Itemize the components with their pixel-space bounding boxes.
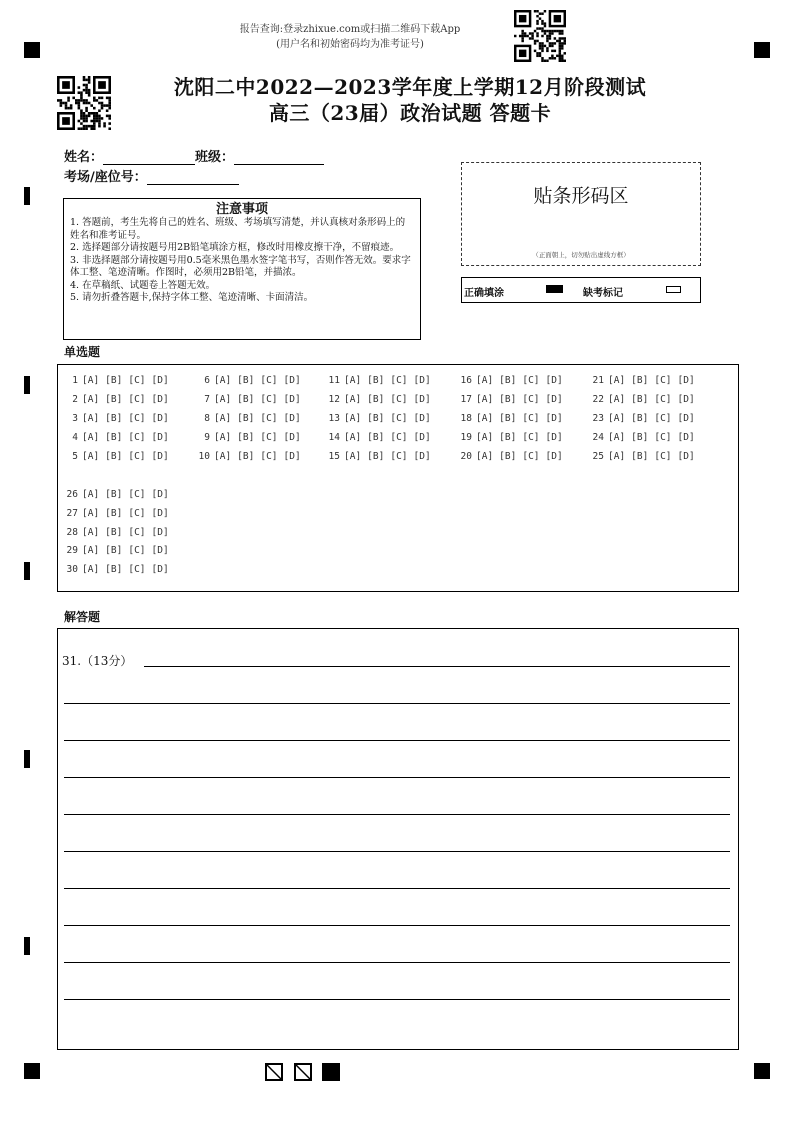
option-bubble[interactable]: [B] [237, 451, 255, 462]
fill-marks-box [461, 277, 701, 303]
choice-question [64, 489, 175, 500]
option-bubble[interactable]: [A] [82, 508, 100, 519]
seat-label: 考场/座位号： [64, 170, 147, 185]
question-number: 7 [204, 394, 210, 405]
option-bubble[interactable]: [A] [214, 375, 232, 386]
answer-line[interactable] [64, 925, 730, 926]
option-bubble[interactable]: [A] [476, 394, 494, 405]
choice-question [458, 413, 569, 424]
choice-question [590, 394, 701, 405]
question-number: 4 [72, 432, 78, 443]
option-bubble[interactable]: [B] [105, 394, 123, 405]
corner-mark-top-right [754, 42, 770, 58]
option-bubble[interactable]: [A] [344, 375, 362, 386]
class-label: 班级： [195, 150, 235, 165]
option-bubble[interactable]: [A] [344, 451, 362, 462]
option-bubble[interactable]: [B] [499, 432, 517, 443]
notice-item: 3. 非选择题部分请按题号用0.5毫米黑色墨水签字笔书写，否则作答无效。要求字体工整、笔迹清晰。作图时，必须用2B铅笔，并描浓。 [70, 254, 411, 278]
question-number: 25 [592, 451, 604, 462]
question-number: 23 [592, 413, 604, 424]
choice-question [590, 451, 701, 462]
choice-question [196, 394, 307, 405]
choice-question [64, 451, 175, 462]
single-choice-heading: 单选题 [64, 345, 101, 359]
question-number: 11 [328, 375, 340, 386]
option-bubble[interactable]: [C] [260, 432, 278, 443]
option-bubble[interactable]: [C] [128, 545, 146, 556]
option-bubble[interactable]: [B] [367, 375, 385, 386]
option-bubble[interactable]: [D] [151, 413, 169, 424]
option-bubble[interactable]: [C] [128, 394, 146, 405]
name-class-row [64, 146, 324, 165]
option-bubble[interactable]: [B] [105, 451, 123, 462]
option-bubble[interactable]: [C] [128, 432, 146, 443]
option-bubble[interactable]: [D] [151, 375, 169, 386]
option-bubble[interactable]: [A] [82, 432, 100, 443]
option-bubble[interactable]: [A] [476, 432, 494, 443]
choice-question [458, 432, 569, 443]
notice-item: 5. 请勿折叠答题卡,保持字体工整、笔迹清晰、卡面清洁。 [70, 292, 314, 303]
option-bubble[interactable]: [D] [545, 413, 563, 424]
question-number: 26 [66, 489, 78, 500]
question-number: 10 [198, 451, 210, 462]
absent-mark-checkbox[interactable] [666, 286, 681, 293]
choice-question [458, 451, 569, 462]
choice-question [64, 413, 175, 424]
correct-fill-sample [546, 285, 563, 293]
barcode-note: （正面朝上，切勿贴出虚线方框） [532, 251, 630, 259]
question-number: 14 [328, 432, 340, 443]
option-bubble[interactable]: [C] [522, 432, 540, 443]
page-title [140, 74, 680, 126]
option-bubble[interactable]: [B] [499, 375, 517, 386]
option-bubble[interactable]: [A] [214, 413, 232, 424]
answer-line[interactable] [64, 777, 730, 778]
timing-mark [24, 750, 30, 768]
option-bubble[interactable]: [D] [283, 451, 301, 462]
seat-row [64, 166, 239, 185]
question-number: 1 [72, 375, 78, 386]
answer-line[interactable] [64, 962, 730, 963]
notice-item: 4. 在草稿纸、试题卷上答题无效。 [70, 279, 216, 291]
option-bubble[interactable]: [B] [237, 413, 255, 424]
corner-mark-top-left [24, 42, 40, 58]
question-number: 3 [72, 413, 78, 424]
option-bubble[interactable]: [A] [608, 432, 626, 443]
option-bubble[interactable]: [C] [128, 564, 146, 575]
choice-question [196, 375, 307, 386]
option-bubble[interactable]: [B] [367, 413, 385, 424]
choice-question [64, 545, 175, 556]
choice-question [326, 451, 437, 462]
answer-heading: 解答题 [64, 610, 101, 624]
choice-question [64, 508, 175, 519]
option-bubble[interactable]: [C] [390, 413, 408, 424]
question-number: 2 [72, 394, 78, 405]
question-number: 16 [460, 375, 472, 386]
question-number: 12 [328, 394, 340, 405]
option-bubble[interactable]: [D] [151, 489, 169, 500]
option-bubble[interactable]: [C] [260, 375, 278, 386]
option-bubble[interactable]: [D] [545, 394, 563, 405]
answer-box [57, 628, 739, 1050]
option-bubble[interactable]: [A] [608, 375, 626, 386]
option-bubble[interactable]: [B] [631, 394, 649, 405]
answer-line[interactable] [64, 851, 730, 852]
option-bubble[interactable]: [B] [105, 432, 123, 443]
choice-question [196, 413, 307, 424]
option-bubble[interactable]: [B] [367, 432, 385, 443]
report-line-1: 报告查询:登录zhixue.com或扫描二维码下载App [239, 24, 461, 35]
option-bubble[interactable]: [C] [260, 413, 278, 424]
name-field[interactable] [103, 150, 195, 165]
question-number: 5 [72, 451, 78, 462]
choice-question [64, 527, 175, 538]
option-bubble[interactable]: [B] [105, 527, 123, 538]
option-bubble[interactable]: [B] [105, 545, 123, 556]
choice-question [196, 451, 307, 462]
option-bubble[interactable]: [C] [128, 508, 146, 519]
option-bubble[interactable]: [C] [128, 527, 146, 538]
option-bubble[interactable]: [A] [214, 432, 232, 443]
option-bubble[interactable]: [C] [390, 394, 408, 405]
question-number: 13 [328, 413, 340, 424]
answer-line[interactable] [144, 666, 730, 667]
option-bubble[interactable]: [C] [128, 489, 146, 500]
question-31-label: 31.（13分） [62, 654, 133, 668]
option-bubble[interactable]: [B] [105, 413, 123, 424]
option-bubble[interactable]: [C] [128, 451, 146, 462]
title-line-2: 高三（23届）政治试题 答题卡 [268, 101, 552, 125]
option-bubble[interactable]: [D] [283, 413, 301, 424]
option-bubble[interactable]: [B] [367, 394, 385, 405]
option-bubble[interactable]: [D] [413, 451, 431, 462]
option-bubble[interactable]: [C] [128, 413, 146, 424]
choice-question [590, 413, 701, 424]
option-bubble[interactable]: [A] [344, 413, 362, 424]
option-bubble[interactable]: [B] [499, 451, 517, 462]
report-line-2: (用户名和初始密码均为准考证号) [276, 39, 424, 50]
question-number: 19 [460, 432, 472, 443]
option-bubble[interactable]: [D] [545, 375, 563, 386]
option-bubble[interactable]: [D] [151, 394, 169, 405]
option-bubble[interactable]: [A] [82, 413, 100, 424]
choice-question [458, 375, 569, 386]
question-number: 29 [66, 545, 78, 556]
exam-qr-code [57, 76, 111, 130]
answer-line[interactable] [64, 740, 730, 741]
notice-item: 2. 选择题部分请按题号用2B铅笔填涂方框，修改时用橡皮擦干净，不留痕迹。 [70, 242, 400, 253]
choice-question [64, 432, 175, 443]
timing-mark [24, 187, 30, 205]
question-number: 27 [66, 508, 78, 519]
page-mark-hatched [294, 1063, 312, 1081]
option-bubble[interactable]: [D] [283, 394, 301, 405]
option-bubble[interactable]: [D] [413, 394, 431, 405]
absent-mark-label: 缺考标记 [583, 288, 623, 299]
option-bubble[interactable]: [A] [344, 432, 362, 443]
option-bubble[interactable]: [A] [82, 527, 100, 538]
corner-mark-bottom-left [24, 1063, 40, 1079]
answer-line[interactable] [64, 999, 730, 1000]
option-bubble[interactable]: [D] [151, 508, 169, 519]
option-bubble[interactable]: [B] [237, 432, 255, 443]
choice-question [590, 432, 701, 443]
question-number: 20 [460, 451, 472, 462]
option-bubble[interactable]: [A] [476, 413, 494, 424]
option-bubble[interactable]: [C] [654, 413, 672, 424]
choice-question [590, 375, 701, 386]
answer-line[interactable] [64, 703, 730, 704]
option-bubble[interactable]: [C] [654, 432, 672, 443]
answer-line[interactable] [64, 814, 730, 815]
option-bubble[interactable]: [D] [413, 432, 431, 443]
option-bubble[interactable]: [C] [654, 451, 672, 462]
choice-question [64, 375, 175, 386]
option-bubble[interactable]: [A] [344, 394, 362, 405]
notice-title: 注意事项 [215, 202, 268, 217]
option-bubble[interactable]: [D] [151, 451, 169, 462]
seat-field[interactable] [147, 170, 239, 185]
question-number: 18 [460, 413, 472, 424]
option-bubble[interactable]: [D] [151, 432, 169, 443]
option-bubble[interactable]: [D] [413, 375, 431, 386]
page-mark-filled [322, 1063, 340, 1081]
timing-mark [24, 937, 30, 955]
option-bubble[interactable]: [B] [105, 564, 123, 575]
notice-box [63, 198, 421, 340]
option-bubble[interactable]: [B] [631, 451, 649, 462]
option-bubble[interactable]: [A] [608, 451, 626, 462]
option-bubble[interactable]: [B] [105, 489, 123, 500]
choice-question [196, 432, 307, 443]
class-field[interactable] [234, 150, 324, 165]
name-label: 姓名： [64, 150, 104, 165]
option-bubble[interactable]: [D] [413, 413, 431, 424]
report-info [200, 22, 500, 52]
choice-question [326, 432, 437, 443]
choice-question [458, 394, 569, 405]
option-bubble[interactable]: [B] [631, 432, 649, 443]
option-bubble[interactable]: [A] [82, 545, 100, 556]
option-bubble[interactable]: [C] [522, 394, 540, 405]
page-mark-hatched [265, 1063, 283, 1081]
choice-question [64, 394, 175, 405]
option-bubble[interactable]: [D] [677, 375, 695, 386]
option-bubble[interactable]: [B] [631, 375, 649, 386]
option-bubble[interactable]: [C] [260, 451, 278, 462]
option-bubble[interactable]: [B] [237, 375, 255, 386]
option-bubble[interactable]: [B] [237, 394, 255, 405]
option-bubble[interactable]: [D] [151, 527, 169, 538]
choice-question [326, 375, 437, 386]
option-bubble[interactable]: [D] [545, 432, 563, 443]
option-bubble[interactable]: [D] [151, 564, 169, 575]
option-bubble[interactable]: [A] [608, 394, 626, 405]
barcode-title: 贴条形码区 [533, 185, 629, 207]
option-bubble[interactable]: [D] [283, 375, 301, 386]
option-bubble[interactable]: [B] [631, 413, 649, 424]
choice-question [326, 394, 437, 405]
option-bubble[interactable]: [B] [105, 375, 123, 386]
option-bubble[interactable]: [A] [82, 375, 100, 386]
timing-mark [24, 562, 30, 580]
question-number: 6 [204, 375, 210, 386]
option-bubble[interactable]: [A] [476, 375, 494, 386]
question-number: 15 [328, 451, 340, 462]
option-bubble[interactable]: [C] [654, 375, 672, 386]
option-bubble[interactable]: [C] [390, 432, 408, 443]
option-bubble[interactable]: [C] [654, 394, 672, 405]
question-number: 17 [460, 394, 472, 405]
option-bubble[interactable]: [C] [260, 394, 278, 405]
option-bubble[interactable]: [C] [390, 375, 408, 386]
option-bubble[interactable]: [A] [82, 451, 100, 462]
barcode-area[interactable] [461, 162, 701, 266]
option-bubble[interactable]: [A] [82, 564, 100, 575]
title-line-1: 沈阳二中2022—2023学年度上学期12月阶段测试 [173, 75, 647, 99]
option-bubble[interactable]: [C] [390, 451, 408, 462]
option-bubble[interactable]: [B] [499, 394, 517, 405]
option-bubble[interactable]: [B] [105, 508, 123, 519]
option-bubble[interactable]: [D] [283, 432, 301, 443]
option-bubble[interactable]: [D] [151, 545, 169, 556]
option-bubble[interactable]: [B] [499, 413, 517, 424]
option-bubble[interactable]: [C] [522, 413, 540, 424]
choice-question [64, 564, 175, 575]
option-bubble[interactable]: [D] [677, 432, 695, 443]
option-bubble[interactable]: [A] [608, 413, 626, 424]
option-bubble[interactable]: [C] [128, 375, 146, 386]
timing-mark [24, 376, 30, 394]
notice-item: 1. 答题前，考生先将自己的姓名、班级、考场填写清楚，并认真核对条形码上的姓名和准考证号。 [70, 217, 406, 241]
question-number: 21 [592, 375, 604, 386]
option-bubble[interactable]: [C] [522, 451, 540, 462]
choice-question [326, 413, 437, 424]
option-bubble[interactable]: [A] [214, 394, 232, 405]
corner-mark-bottom-right [754, 1063, 770, 1079]
question-number: 8 [204, 413, 210, 424]
option-bubble[interactable]: [D] [677, 451, 695, 462]
question-number: 24 [592, 432, 604, 443]
option-bubble[interactable]: [C] [522, 375, 540, 386]
option-bubble[interactable]: [B] [367, 451, 385, 462]
question-number: 22 [592, 394, 604, 405]
question-number: 30 [66, 564, 78, 575]
option-bubble[interactable]: [A] [82, 394, 100, 405]
option-bubble[interactable]: [D] [545, 451, 563, 462]
option-bubble[interactable]: [A] [214, 451, 232, 462]
question-number: 9 [204, 432, 210, 443]
option-bubble[interactable]: [A] [82, 489, 100, 500]
app-qr-code [514, 10, 566, 62]
notice-list [64, 217, 420, 305]
correct-fill-label: 正确填涂 [464, 288, 504, 299]
question-number: 28 [66, 527, 78, 538]
answer-line[interactable] [64, 888, 730, 889]
option-bubble[interactable]: [D] [677, 394, 695, 405]
option-bubble[interactable]: [D] [677, 413, 695, 424]
option-bubble[interactable]: [A] [476, 451, 494, 462]
